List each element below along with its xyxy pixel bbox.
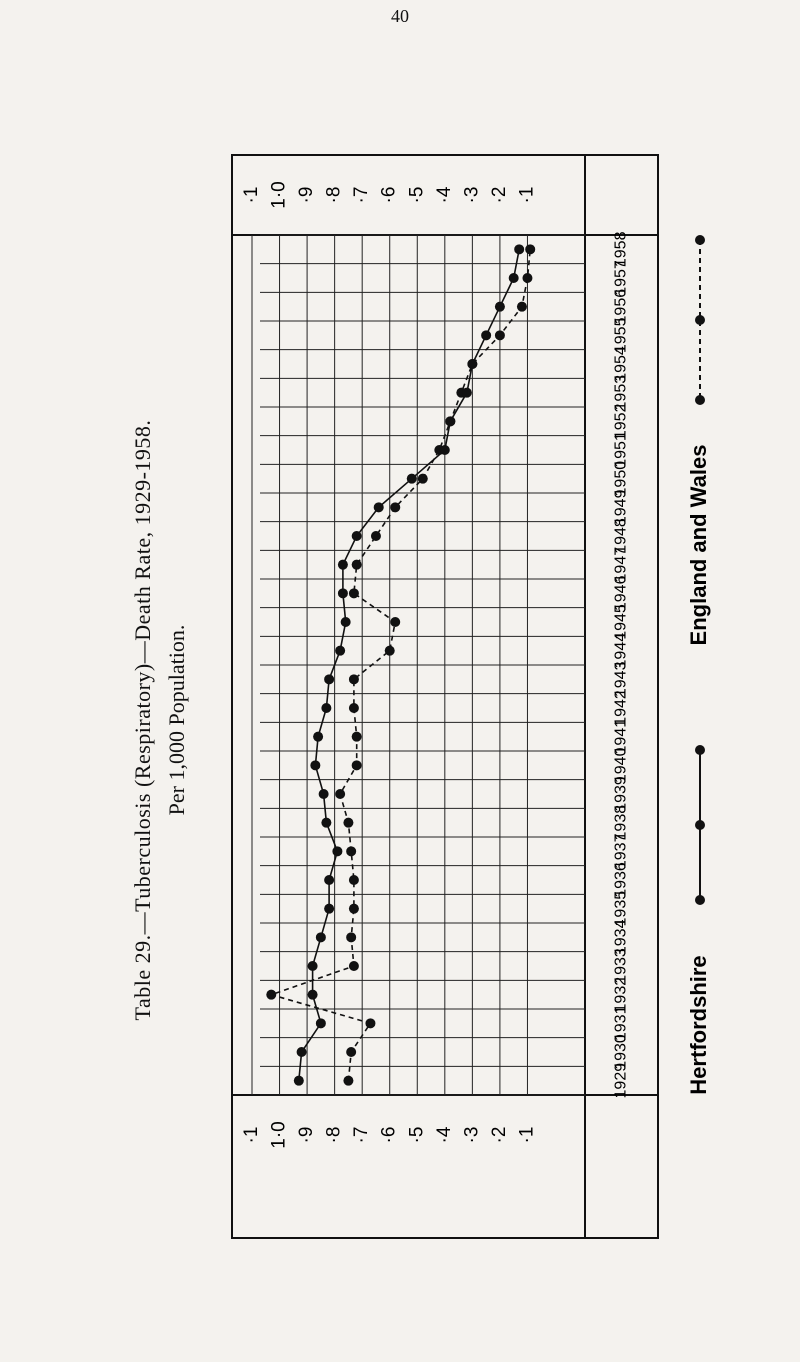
data-point bbox=[294, 1076, 304, 1086]
table-title: Table 29.—Tuberculosis (Respiratory)—Death Rate, 1929-1958. bbox=[130, 419, 155, 1021]
data-point bbox=[310, 760, 320, 770]
data-point bbox=[352, 760, 362, 770]
data-point bbox=[440, 445, 450, 455]
data-point bbox=[346, 846, 356, 856]
tick-label-top: ·1 bbox=[516, 186, 538, 204]
data-point bbox=[462, 388, 472, 398]
data-point bbox=[495, 330, 505, 340]
data-point bbox=[332, 846, 342, 856]
tick-label-top: ·5 bbox=[406, 186, 428, 204]
year-label: 1939 bbox=[612, 776, 630, 812]
year-label: 1948 bbox=[612, 518, 630, 554]
tick-label-top: 1·0 bbox=[268, 181, 290, 209]
year-label: 1940 bbox=[612, 747, 630, 784]
data-point bbox=[324, 904, 334, 914]
tick-label-bottom: ·5 bbox=[406, 1126, 428, 1144]
chart-grid bbox=[232, 155, 658, 1238]
tick-label-bottom: 1·0 bbox=[268, 1121, 290, 1149]
data-point bbox=[349, 703, 359, 713]
tick-label-bottom: ·2 bbox=[488, 1126, 510, 1144]
data-point bbox=[525, 244, 535, 254]
year-label: 1935 bbox=[612, 890, 630, 927]
data-point bbox=[321, 818, 331, 828]
year-label: 1933 bbox=[612, 948, 630, 984]
tick-label-top: ·9 bbox=[296, 186, 318, 204]
data-point bbox=[352, 732, 362, 742]
year-label: 1954 bbox=[612, 346, 630, 382]
data-point bbox=[349, 588, 359, 598]
data-point bbox=[365, 1018, 375, 1028]
data-point bbox=[390, 502, 400, 512]
data-point bbox=[319, 789, 329, 799]
tick-label-bottom: ·1 bbox=[241, 1126, 263, 1144]
tick-label-top: ·3 bbox=[461, 186, 483, 204]
data-point bbox=[390, 617, 400, 627]
data-point bbox=[341, 617, 351, 627]
tick-label-top: ·1 bbox=[241, 186, 263, 204]
year-label: 1949 bbox=[612, 489, 630, 526]
data-point bbox=[346, 932, 356, 942]
data-point bbox=[324, 674, 334, 684]
data-point bbox=[343, 818, 353, 828]
year-label: 1944 bbox=[612, 632, 630, 669]
year-label: 1958 bbox=[612, 231, 630, 268]
data-point bbox=[514, 244, 524, 254]
year-label: 1937 bbox=[612, 833, 630, 870]
tick-label-bottom: ·7 bbox=[351, 1126, 373, 1144]
data-point bbox=[349, 961, 359, 971]
data-point bbox=[467, 359, 477, 369]
tick-label-bottom: ·3 bbox=[461, 1126, 483, 1144]
tick-label-bottom: ·6 bbox=[378, 1126, 400, 1144]
year-label: 1941 bbox=[612, 718, 630, 755]
year-label: 1947 bbox=[612, 546, 630, 583]
data-point bbox=[445, 416, 455, 426]
data-point bbox=[313, 732, 323, 742]
data-point bbox=[495, 302, 505, 312]
year-label: 1936 bbox=[612, 862, 630, 898]
data-point bbox=[346, 1047, 356, 1057]
tick-label-bottom: ·8 bbox=[323, 1126, 345, 1144]
table-subtitle: Per 1,000 Population. bbox=[164, 624, 189, 816]
tick-label-top: ·4 bbox=[433, 186, 455, 204]
data-point bbox=[308, 990, 318, 1000]
year-label: 1951 bbox=[612, 432, 630, 468]
data-point bbox=[407, 474, 417, 484]
tick-label-bottom: ·1 bbox=[516, 1126, 538, 1144]
tick-label-top: ·2 bbox=[488, 186, 510, 204]
legend-label-england-wales: England and Wales bbox=[685, 444, 711, 646]
data-point bbox=[352, 531, 362, 541]
data-point bbox=[316, 1018, 326, 1028]
year-label: 1932 bbox=[612, 976, 630, 1013]
data-point bbox=[324, 875, 334, 885]
tick-label-bottom: ·4 bbox=[433, 1126, 455, 1144]
year-label: 1942 bbox=[612, 690, 630, 726]
data-point bbox=[297, 1047, 307, 1057]
data-point bbox=[349, 904, 359, 914]
tick-label-bottom: ·9 bbox=[296, 1126, 318, 1144]
year-label: 1930 bbox=[612, 1034, 630, 1070]
data-point bbox=[481, 330, 491, 340]
year-label: 1945 bbox=[612, 604, 630, 640]
data-point bbox=[418, 474, 428, 484]
year-label: 1938 bbox=[612, 804, 630, 841]
year-label: 1929 bbox=[612, 1062, 630, 1099]
legend-marker bbox=[695, 235, 705, 245]
data-point bbox=[316, 932, 326, 942]
page-number: 40 bbox=[391, 6, 409, 26]
data-point bbox=[338, 588, 348, 598]
legend-label-hertfordshire: Hertfordshire bbox=[685, 955, 711, 1095]
data-point bbox=[308, 961, 318, 971]
year-label: 1950 bbox=[612, 460, 630, 497]
data-point bbox=[371, 531, 381, 541]
data-point bbox=[335, 789, 345, 799]
year-label: 1934 bbox=[612, 919, 630, 956]
legend-marker bbox=[695, 315, 705, 325]
year-label: 1957 bbox=[612, 260, 630, 296]
data-point bbox=[321, 703, 331, 713]
data-point bbox=[352, 560, 362, 570]
data-point bbox=[343, 1076, 353, 1086]
year-label: 1943 bbox=[612, 661, 630, 698]
year-label: 1931 bbox=[612, 1005, 630, 1042]
year-label: 1946 bbox=[612, 575, 630, 612]
legend-marker bbox=[695, 745, 705, 755]
legend-marker bbox=[695, 395, 705, 405]
year-label: 1956 bbox=[612, 288, 630, 325]
legend-marker bbox=[695, 895, 705, 905]
legend-marker bbox=[695, 820, 705, 830]
tick-label-top: ·7 bbox=[351, 186, 373, 204]
data-point bbox=[349, 875, 359, 885]
data-point bbox=[522, 273, 532, 283]
year-label: 1952 bbox=[612, 403, 630, 440]
year-label: 1955 bbox=[612, 317, 630, 354]
data-point bbox=[338, 560, 348, 570]
data-point bbox=[374, 502, 384, 512]
tick-label-top: ·8 bbox=[323, 186, 345, 204]
data-point bbox=[266, 990, 276, 1000]
year-label: 1953 bbox=[612, 374, 630, 411]
chart-legend bbox=[686, 235, 711, 1095]
data-point bbox=[349, 674, 359, 684]
data-point bbox=[517, 302, 527, 312]
data-point bbox=[509, 273, 519, 283]
tick-label-top: ·6 bbox=[378, 186, 400, 204]
data-point bbox=[385, 646, 395, 656]
data-point bbox=[335, 646, 345, 656]
